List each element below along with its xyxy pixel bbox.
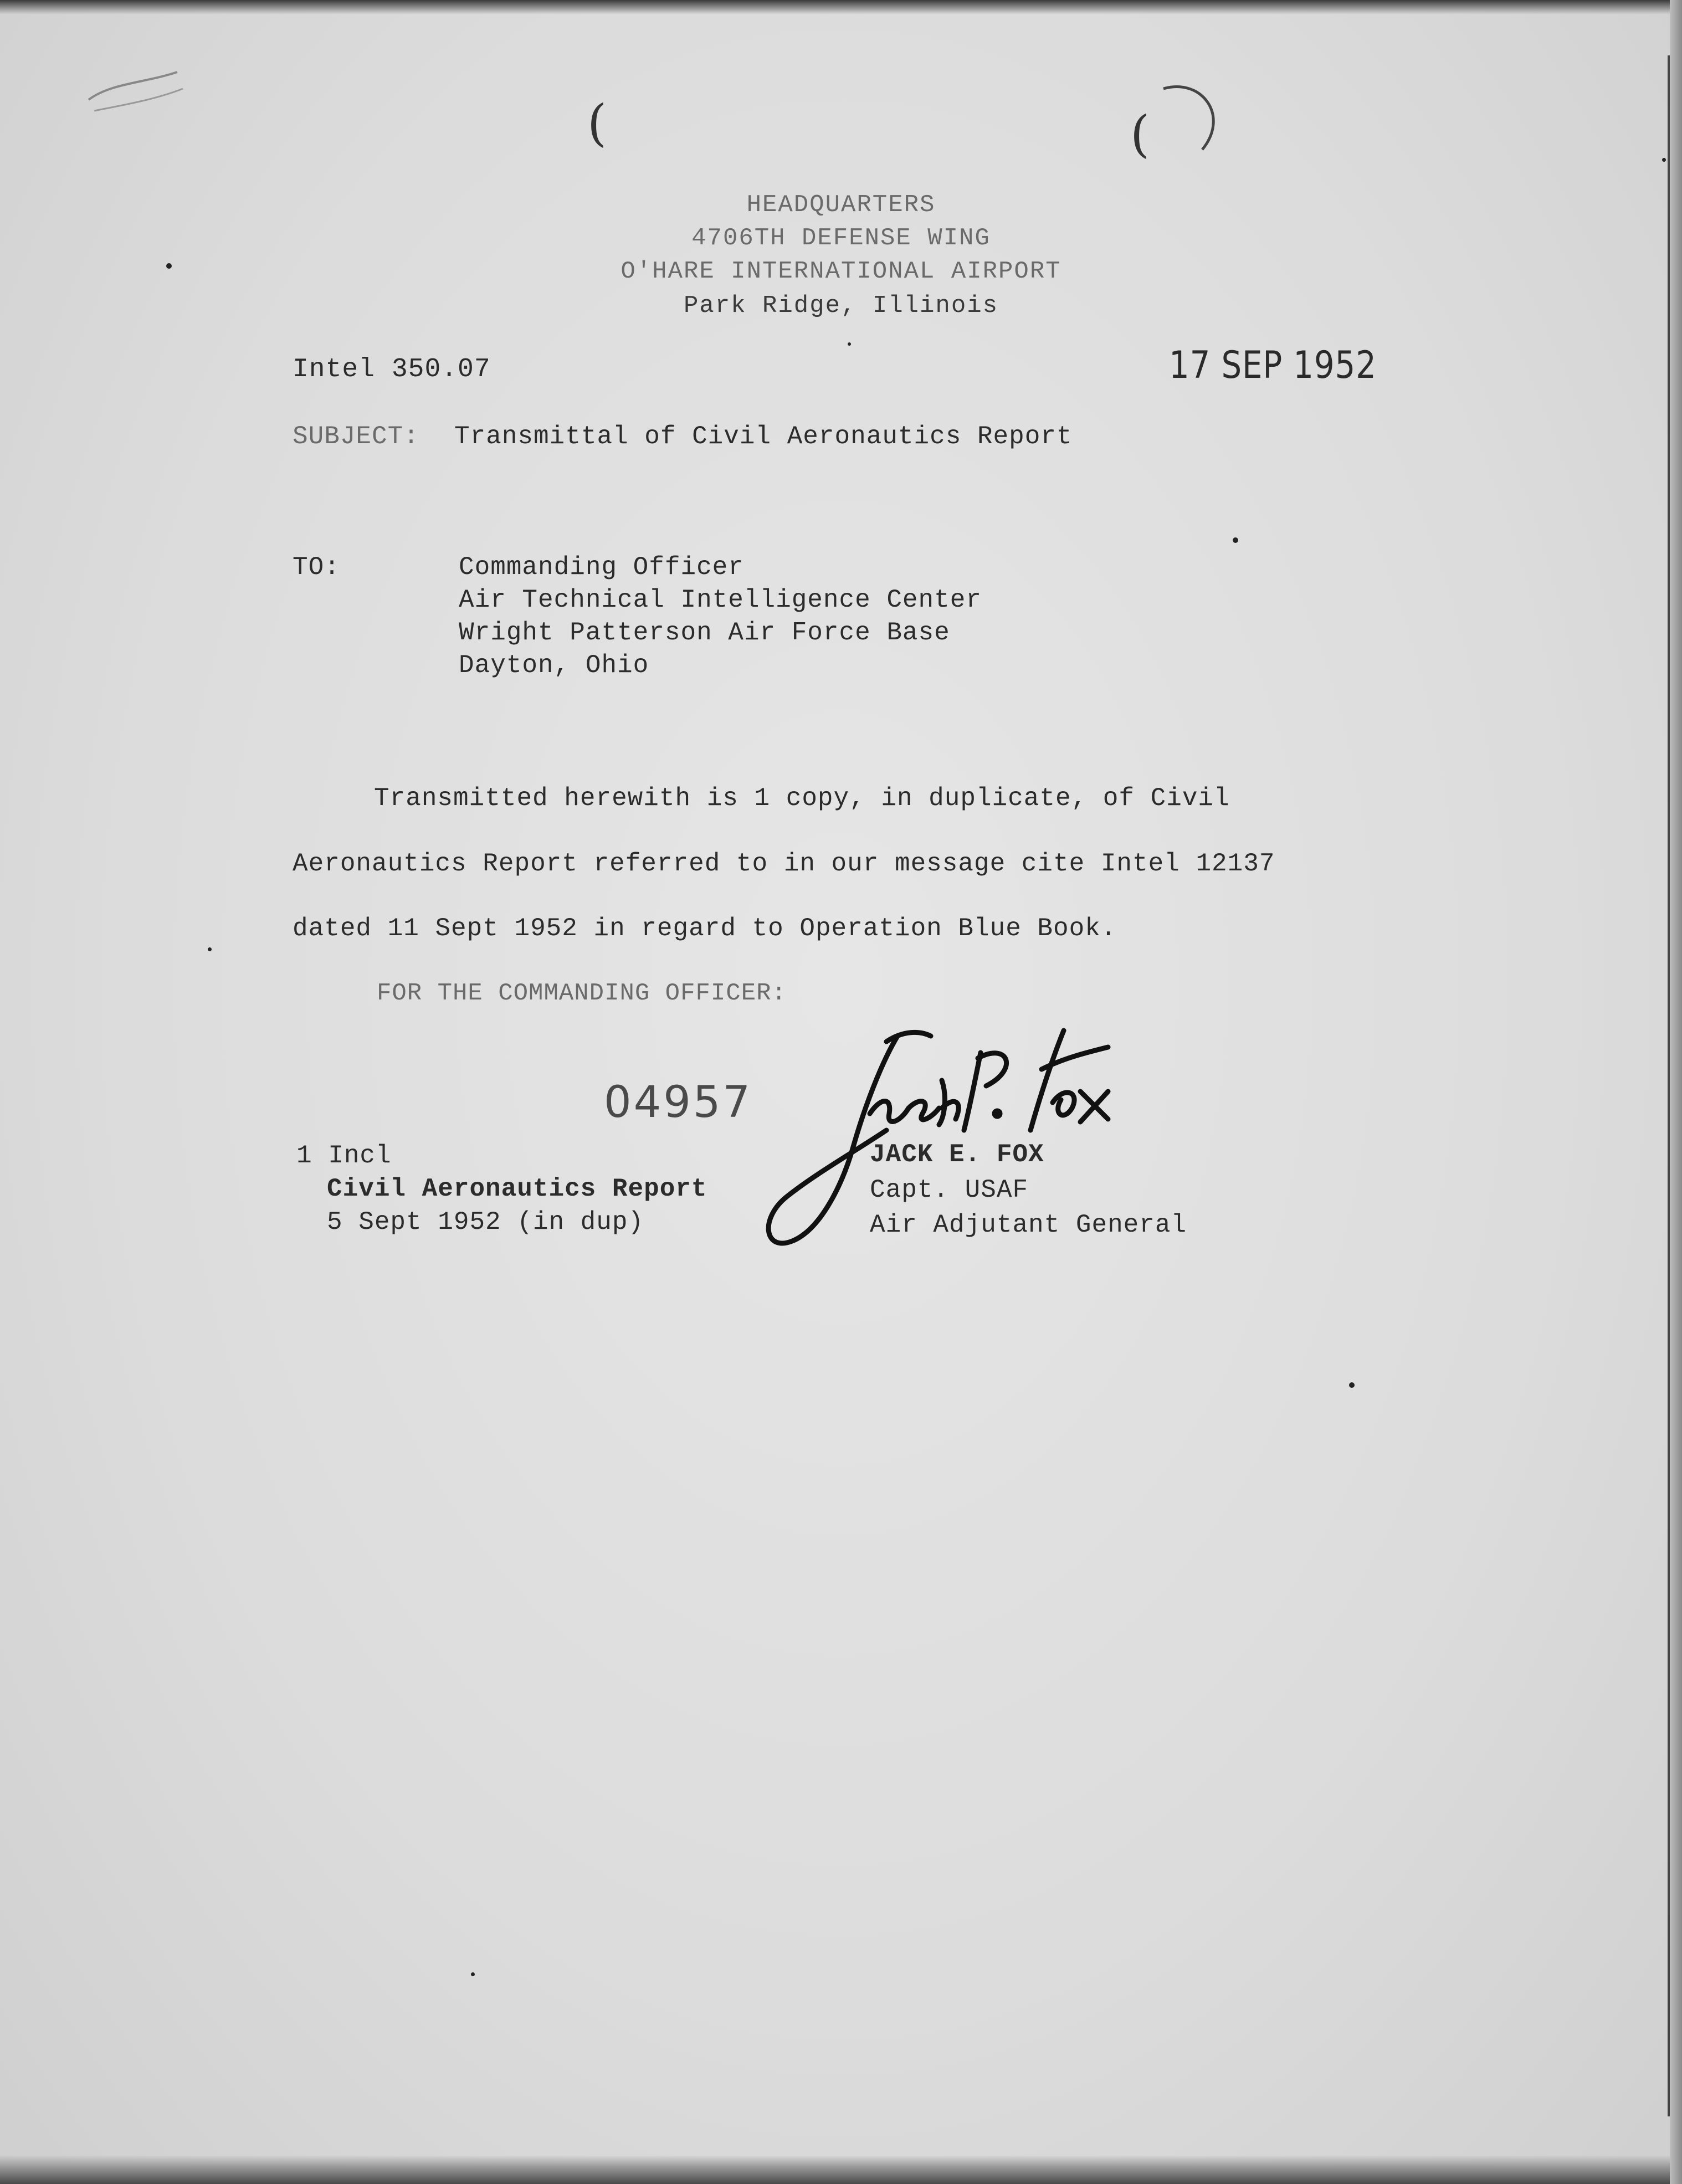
letterhead-line-2: 4706TH DEFENSE WING xyxy=(691,224,991,252)
body-line: dated 11 Sept 1952 in regard to Operation Blue Book. xyxy=(293,914,1117,943)
speck xyxy=(1233,537,1238,543)
enclosure-line: 5 Sept 1952 (in dup) xyxy=(327,1208,644,1237)
letterhead-line-4: Park Ridge, Illinois xyxy=(683,292,999,320)
to-label: TO: xyxy=(293,553,340,582)
to-line: Dayton, Ohio xyxy=(459,651,649,680)
signer-name: JACK E. FOX xyxy=(870,1140,1044,1169)
stray-pencil-marks xyxy=(78,50,188,116)
scan-edge-right xyxy=(1670,0,1682,2184)
subject-text: Transmittal of Civil Aeronautics Report xyxy=(454,422,1073,451)
enclosure-line: 1 Incl xyxy=(296,1141,392,1170)
closing-line: FOR THE COMMANDING OFFICER: xyxy=(377,980,787,1007)
body-line: Aeronautics Report referred to in our message cite Intel 12137 xyxy=(293,849,1275,878)
to-line: Wright Patterson Air Force Base xyxy=(459,618,950,647)
speck xyxy=(208,947,212,951)
speck xyxy=(848,342,851,346)
reference-number: Intel 350.07 xyxy=(293,355,491,384)
punch-hole-mark-right: ( xyxy=(1130,105,1150,163)
speck xyxy=(471,1972,475,1976)
page-border-line xyxy=(1668,55,1670,2116)
to-line: Air Technical Intelligence Center xyxy=(459,586,982,614)
body-line: Transmitted herewith is 1 copy, in duplicate, of Civil xyxy=(374,784,1230,813)
file-number-stamp: 04957 xyxy=(604,1078,753,1127)
punch-hole-mark-left: ( xyxy=(587,94,607,152)
letterhead-line-1: HEADQUARTERS xyxy=(746,191,936,219)
scan-edge-bottom xyxy=(0,2155,1682,2184)
date-stamp: 17 SEP 1952 xyxy=(1169,344,1377,387)
scan-edge-top xyxy=(0,0,1682,14)
to-line: Commanding Officer xyxy=(459,553,744,582)
speck xyxy=(1349,1382,1355,1388)
letterhead-line-3: O'HARE INTERNATIONAL AIRPORT xyxy=(621,258,1061,285)
signer-title: Air Adjutant General xyxy=(870,1211,1187,1239)
punch-hole-arc xyxy=(1152,78,1230,161)
speck xyxy=(1662,158,1666,162)
enclosure-line: Civil Aeronautics Report xyxy=(327,1175,707,1203)
signer-rank: Capt. USAF xyxy=(870,1176,1029,1204)
subject-label: SUBJECT: xyxy=(293,422,419,451)
